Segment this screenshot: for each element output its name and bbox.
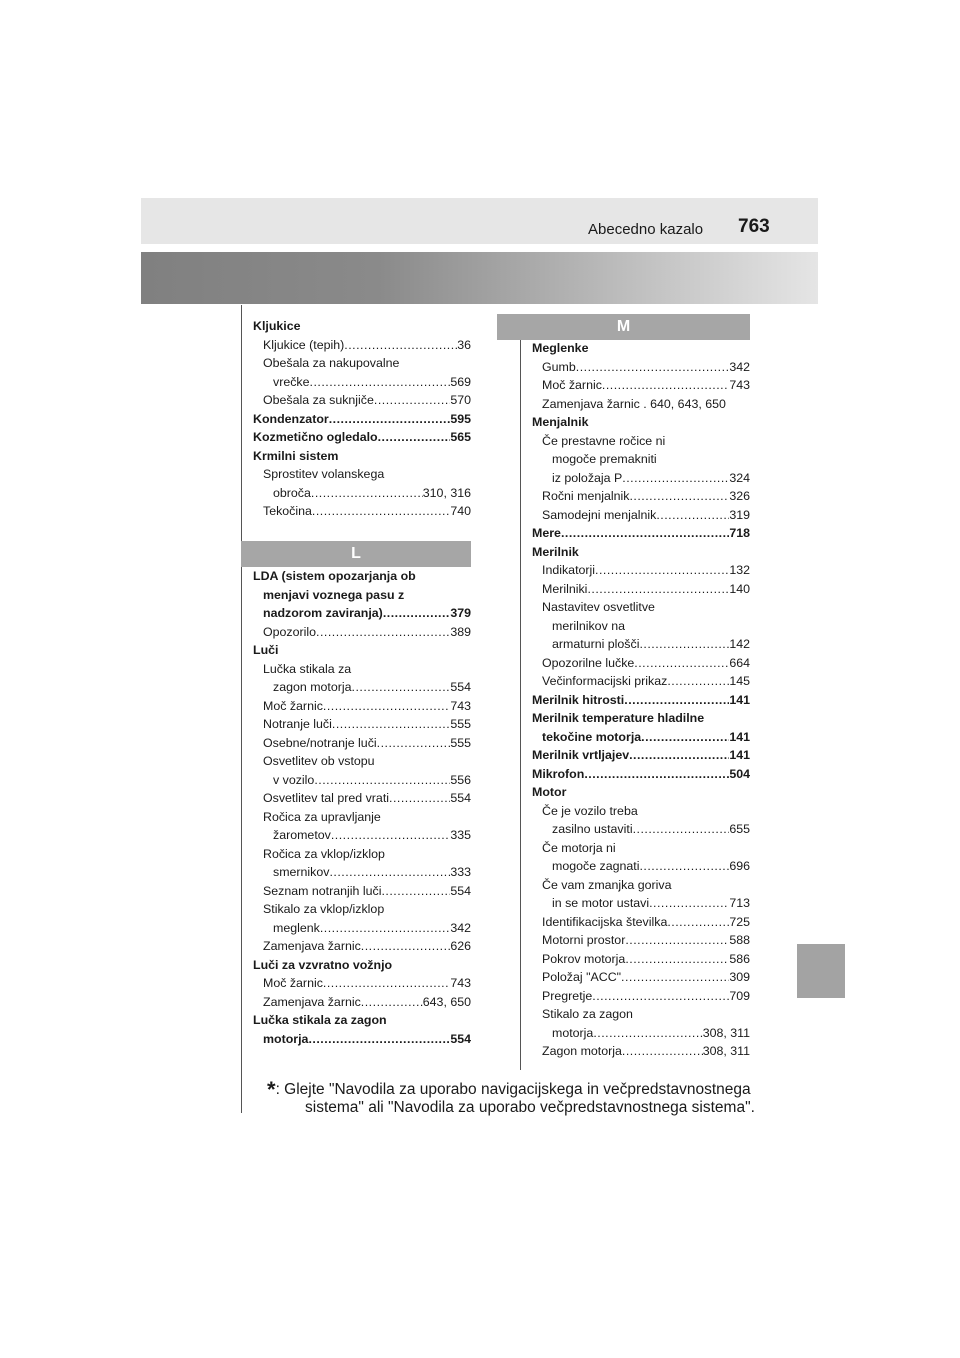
leader-dots [629, 487, 729, 506]
index-entry-text: Gumb [542, 359, 576, 374]
leader-dots [323, 974, 450, 993]
index-entry [532, 376, 750, 395]
index-entry-text: Mikrofon [532, 766, 585, 781]
index-entry: Osvetlitev ob vstopu [263, 754, 375, 768]
leader-dots [383, 604, 451, 623]
index-entry: Zamenjava žarnic . 640, 643, 650 [542, 396, 726, 411]
index-entry: Lučka stikala za [263, 661, 352, 676]
leader-dots [622, 469, 729, 488]
index-page-ref: 319 [729, 507, 750, 522]
leader-dots [381, 882, 450, 901]
index-entry [532, 765, 750, 784]
index-page-ref: 504 [729, 766, 750, 781]
index-page-ref: 743 [450, 698, 471, 713]
index-page-ref: 570 [450, 393, 471, 407]
index-page-ref: 555 [450, 735, 471, 750]
leader-dots [378, 428, 451, 447]
leader-dots [595, 561, 729, 580]
index-page-ref: 308, 311 [702, 1025, 750, 1040]
index-entry [532, 894, 750, 913]
index-entry [532, 487, 750, 506]
index-entry-text: Pregretje [542, 988, 593, 1003]
leader-dots [332, 715, 450, 734]
index-page-ref: 643, 650 [422, 994, 471, 1009]
index-page-ref: 664 [729, 655, 750, 670]
footnote-star: * [267, 1077, 276, 1102]
leader-dots [602, 376, 729, 395]
page-number: 763 [738, 216, 770, 237]
index-entry: merilnikov na [552, 618, 625, 633]
leader-dots [576, 358, 730, 377]
thumb-index-tab [797, 944, 845, 998]
index-entry [253, 623, 471, 642]
index-entry-text: armaturni plošči [552, 637, 640, 651]
index-entry [253, 484, 471, 503]
index-column-left-top [253, 317, 471, 521]
index-page-ref: 743 [729, 378, 750, 392]
index-page-ref: 554 [450, 1031, 471, 1046]
leader-dots [361, 937, 451, 956]
leader-dots [656, 506, 729, 525]
index-page-ref: 308, 311 [702, 1044, 750, 1058]
index-entry-text: nadzorom zaviranja) [263, 606, 383, 620]
index-entry [532, 580, 750, 599]
index-entry [253, 1030, 471, 1049]
index-entry-text: Osebne/notranje luči [263, 735, 377, 750]
leader-dots [625, 931, 729, 950]
index-page-ref: 740 [450, 504, 471, 518]
index-entry [532, 857, 750, 876]
index-entry: Luči [253, 643, 279, 657]
index-page-ref: 565 [450, 430, 471, 444]
index-page-ref: 145 [729, 674, 750, 688]
index-entry-text: Zamenjava žarnic [263, 939, 361, 953]
index-entry [253, 678, 471, 697]
index-page-ref: 588 [729, 933, 750, 947]
column-divider [520, 315, 521, 1070]
index-entry [532, 654, 750, 673]
index-page-ref: 389 [450, 624, 471, 639]
index-entry-text: Zamenjava žarnic [263, 994, 361, 1009]
index-entry-text: smernikov [273, 865, 330, 879]
index-page-ref: 379 [450, 606, 471, 620]
index-entry-text: meglenk [273, 920, 320, 935]
index-page-ref: 569 [450, 374, 471, 389]
index-entry [253, 336, 471, 355]
header-bar [141, 198, 818, 244]
index-entry-text: in se motor ustavi [552, 896, 650, 910]
index-entry-text: Osvetlitev tal pred vrati [263, 791, 390, 805]
index-entry-text: Obešala za suknjiče [263, 393, 374, 407]
index-entry-text: Kozmetično ogledalo [253, 430, 378, 444]
leader-dots [634, 654, 729, 673]
index-column-left-l [253, 567, 471, 1048]
leader-dots [308, 1030, 450, 1049]
leader-dots [329, 410, 451, 429]
index-entry-text: Samodejni menjalnik [542, 507, 657, 522]
leader-dots [331, 826, 450, 845]
index-entry [532, 506, 750, 525]
index-page-ref: 342 [729, 359, 750, 374]
index-entry: Kljukice [253, 319, 301, 333]
index-entry [253, 428, 471, 447]
index-page-ref: 554 [450, 791, 471, 805]
index-page-ref: 595 [450, 411, 471, 426]
index-page-ref: 333 [450, 865, 471, 879]
index-entry-text: obroča [273, 485, 311, 500]
index-entry [532, 746, 750, 765]
index-entry [532, 469, 750, 488]
index-entry [253, 604, 471, 623]
index-entry [532, 691, 750, 710]
index-entry-text: Tekočina [263, 504, 312, 518]
leader-dots [624, 691, 729, 710]
index-entry [532, 968, 750, 987]
header-gradient-band [141, 252, 818, 304]
leader-dots [320, 919, 450, 938]
index-entry-text: Moč žarnic [263, 698, 323, 713]
index-entry-text: motorja [552, 1025, 594, 1040]
index-entry [253, 937, 471, 956]
index-entry-text: Kljukice (tepih) [263, 337, 345, 352]
leader-dots [629, 746, 729, 765]
index-entry [253, 919, 471, 938]
index-entry: mogoče premakniti [552, 452, 657, 466]
index-page-ref: 141 [729, 729, 750, 744]
leader-dots [641, 728, 729, 747]
index-entry-text: Motorni prostor [542, 933, 626, 947]
index-entry [253, 734, 471, 753]
index-entry-text: Večinformacijski prikaz [542, 674, 668, 688]
index-entry-text: Indikatorji [542, 563, 596, 577]
index-entry [532, 931, 750, 950]
index-entry-text: Merilniki [542, 581, 588, 596]
leader-dots [639, 857, 729, 876]
index-entry: Luči za vzvratno vožnjo [253, 957, 393, 972]
leader-dots [667, 672, 729, 691]
index-entry [253, 715, 471, 734]
leader-dots [344, 336, 457, 355]
leader-dots [584, 765, 729, 784]
index-entry: Nastavitev osvetlitve [542, 600, 655, 614]
leader-dots [377, 734, 451, 753]
index-page-ref: 310, 316 [422, 485, 471, 500]
index-entry-text: Identifikacijska številka [542, 914, 668, 929]
leader-dots [374, 391, 450, 410]
index-entry [532, 913, 750, 932]
leader-dots [667, 913, 729, 932]
index-page-ref: 326 [729, 489, 750, 503]
index-entry: Sprostitev volanskega [263, 467, 385, 481]
index-entry [532, 672, 750, 691]
index-entry-text: v vozilo [273, 772, 315, 787]
index-page-ref: 554 [450, 680, 471, 694]
leader-dots [592, 987, 729, 1006]
index-entry: Če motorja ni [542, 840, 616, 855]
index-entry: LDA (sistem opozarjanja ob [253, 569, 416, 583]
index-page-ref: 36 [457, 337, 471, 352]
index-entry-text: Ročni menjalnik [542, 489, 630, 503]
leader-dots [329, 863, 450, 882]
index-entry: Lučka stikala za zagon [253, 1013, 387, 1027]
index-entry [532, 950, 750, 969]
leader-dots [314, 771, 450, 790]
index-entry: Če vam zmanjka goriva [542, 877, 672, 892]
index-entry [532, 820, 750, 839]
leader-dots [352, 678, 451, 697]
leader-dots [639, 635, 729, 654]
leader-dots [622, 1042, 703, 1061]
index-entry [253, 410, 471, 429]
leader-dots [316, 623, 450, 642]
index-entry-text: Pokrov motorja [542, 951, 626, 966]
index-entry-text: Položaj "ACC" [542, 970, 622, 984]
index-entry-text: tekočine motorja [542, 729, 642, 744]
index-entry [253, 974, 471, 993]
footnote-line-2: sistema" ali "Navodila za uporabo večpredstavnostnega sistema". [305, 1099, 755, 1116]
index-entry-text: Moč žarnic [263, 976, 323, 990]
index-page-ref: 142 [729, 637, 750, 651]
index-page-ref: 309 [729, 970, 750, 984]
section-header-m: M [497, 314, 750, 340]
section-header-l: L [241, 541, 471, 567]
index-entry: Merilnik temperature hladilne [532, 711, 705, 725]
index-entry-text: Opozorilne lučke [542, 655, 635, 670]
leader-dots [361, 993, 423, 1012]
index-entry: Menjalnik [532, 415, 589, 429]
index-entry [532, 987, 750, 1006]
index-entry-text: Seznam notranjih luči [263, 883, 382, 898]
index-entry-text: Opozorilo [263, 624, 317, 639]
index-entry: Ročica za upravljanje [263, 809, 381, 824]
index-page-ref: 556 [450, 772, 471, 787]
page-header-title: Abecedno kazalo [588, 221, 704, 238]
leader-dots [311, 484, 423, 503]
index-page-ref: 335 [450, 828, 471, 842]
leader-dots [561, 524, 729, 543]
index-entry [532, 524, 750, 543]
index-page-ref: 140 [729, 581, 750, 596]
index-entry [532, 358, 750, 377]
index-entry: Motor [532, 785, 567, 799]
index-entry-text: iz položaja P [552, 470, 623, 485]
index-page-ref: 342 [450, 920, 471, 935]
index-entry [253, 391, 471, 410]
index-entry: menjavi voznega pasu z [263, 587, 405, 602]
index-entry [253, 863, 471, 882]
index-entry [532, 561, 750, 580]
index-entry: Stikalo za vklop/izklop [263, 902, 385, 916]
index-entry [532, 1042, 750, 1061]
index-page-ref: 696 [729, 859, 750, 873]
leader-dots [621, 968, 729, 987]
index-entry [253, 373, 471, 392]
index-entry-text: žarometov [273, 828, 331, 842]
index-entry: Stikalo za zagon [542, 1007, 633, 1021]
index-page-ref: 141 [729, 748, 750, 762]
index-entry-text: vrečke [273, 374, 310, 389]
index-entry [253, 993, 471, 1012]
index-entry [532, 1024, 750, 1043]
index-entry [532, 728, 750, 747]
index-entry-text: Mere [532, 526, 561, 540]
index-entry-text: Notranje luči [263, 717, 332, 731]
index-entry [253, 771, 471, 790]
index-page-ref: 586 [729, 951, 750, 966]
index-entry-text: motorja [263, 1031, 309, 1046]
index-page-ref: 626 [450, 939, 471, 953]
index-entry: Krmilni sistem [253, 448, 339, 463]
index-page-ref: 141 [729, 692, 750, 707]
index-entry-text: zasilno ustaviti [552, 822, 633, 836]
index-entry [253, 826, 471, 845]
index-entry-text: Moč žarnic [542, 378, 602, 392]
index-entry-text: Zagon motorja [542, 1044, 622, 1058]
left-margin-rule [241, 305, 242, 1113]
index-entry: Merilnik [532, 544, 579, 559]
index-entry [253, 882, 471, 901]
index-page-ref: 324 [729, 470, 750, 485]
index-entry [253, 697, 471, 716]
index-entry [253, 502, 471, 521]
index-entry: Obešala za nakupovalne [263, 356, 400, 370]
index-page-ref: 554 [450, 883, 471, 898]
index-page-ref: 709 [729, 988, 750, 1003]
leader-dots [312, 502, 450, 521]
leader-dots [625, 950, 729, 969]
index-entry: Če prestavne ročice ni [542, 433, 666, 448]
index-column-right-m [532, 339, 750, 1061]
index-page-ref: 743 [450, 976, 471, 990]
index-page-ref: 725 [729, 914, 750, 929]
index-page-ref: 718 [729, 526, 750, 540]
footnote-line-1 [267, 1077, 751, 1100]
index-entry-text: Merilnik vrtljajev [532, 748, 630, 762]
index-entry-text: mogoče zagnati [552, 859, 640, 873]
index-page-ref: 555 [450, 717, 471, 731]
index-page-ref: 713 [729, 896, 750, 910]
index-entry: Če je vozilo treba [542, 803, 638, 818]
index-entry [253, 789, 471, 808]
leader-dots [593, 1024, 702, 1043]
index-page-ref: 132 [729, 563, 750, 577]
leader-dots [310, 373, 451, 392]
leader-dots [389, 789, 450, 808]
leader-dots [587, 580, 729, 599]
leader-dots [649, 894, 729, 913]
index-entry: Meglenke [532, 341, 589, 355]
index-entry: Ročica za vklop/izklop [263, 846, 385, 861]
index-entry-text: zagon motorja [273, 680, 352, 694]
index-entry [532, 635, 750, 654]
leader-dots [633, 820, 730, 839]
footnote-text-1: : Glejte "Navodila za uporabo navigacijskega in večpredstavnostnega [275, 1081, 751, 1098]
index-page-ref: 655 [729, 822, 750, 836]
leader-dots [323, 697, 450, 716]
index-entry-text: Kondenzator [253, 411, 329, 426]
index-entry-text: Merilnik hitrosti [532, 692, 625, 707]
